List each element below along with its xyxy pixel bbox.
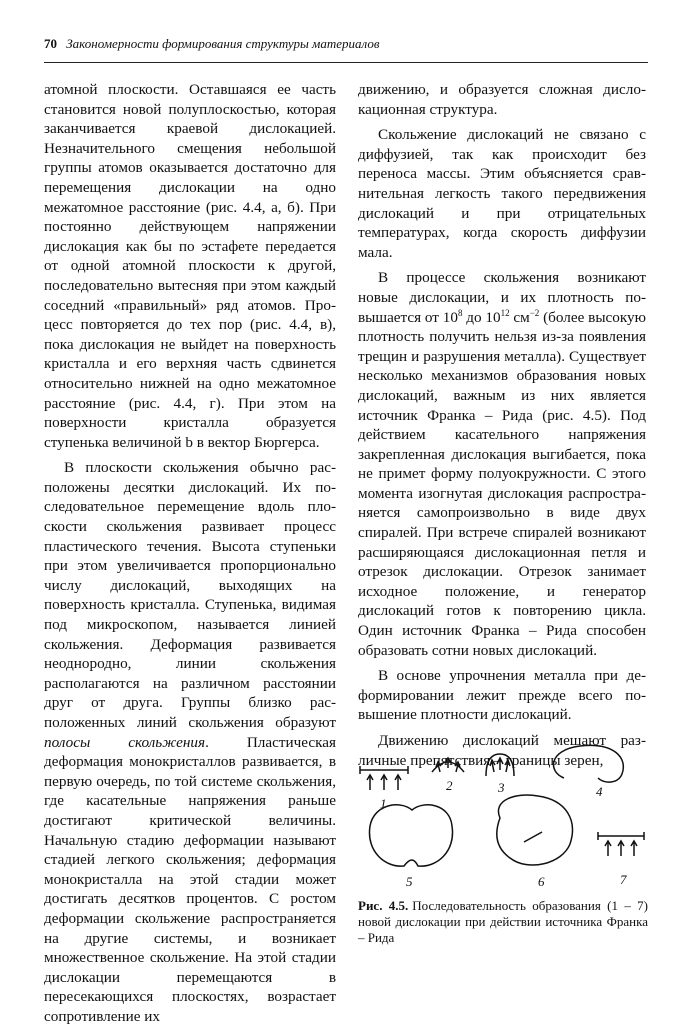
paragraph: атомной плоскости. Оставшаяся ее часть становится новой полуплоскостью, которая заканчивается краевой дислокацией. Незначительного смещения небольшой группы атомов оказывается достаточно для перемещения дислокации на одно межатомное расстояние (рис. 4.4, а, б). При постоянно действующем напряжении дислокация как бы по эстафете передается от одной атомной плоскости к другой, последовательно вытесняя при этом каждый соседний «правильный» ряд атомов. Процесс повторяется до тех пор (рис. 4.4, в), пока дислокация не выйдет на поверхность кристалла и его верхняя часть сдвинется относительно нижней на одно межатомное расстояние (рис. 4.4, г). При этом на поверхности кристалла образуется ступенька величиной b в вектор Бюргерса. bbox=[44, 81, 336, 451]
paragraph: движению, и образуется сложная дислокационная структура. bbox=[358, 81, 646, 118]
figure-label: 2 bbox=[446, 778, 453, 793]
stage-3-diagram bbox=[486, 754, 514, 776]
paragraph: Движению дислокаций мешают различные препятствия – границы зерен, bbox=[358, 732, 646, 769]
exponent: −2 bbox=[529, 307, 540, 318]
figure-label: 7 bbox=[620, 872, 627, 887]
running-title: Закономерности формирования структуры материалов bbox=[66, 36, 380, 51]
caption-text: Последовательность образования (1 – 7) новой дислокации при действии источника Франка – Рида bbox=[358, 898, 649, 945]
exponent: 8 bbox=[457, 307, 463, 318]
stage-1-diagram bbox=[360, 766, 408, 790]
italic-term: полосы скольжения bbox=[44, 733, 206, 751]
figure-label: 4 bbox=[596, 784, 603, 799]
text-run: . Пластическая деформация монокристаллов развивается, в первую очередь, по той системе скольжения, где касательные напряжения раньше достигают критической величины. Начальную стадию деформации называют стадией легкого скольжения; деформация монокристалла на этой стадии может достигать десятков процентов. С ростом деформации скольжение распространяется на другие системы, и возникает множественное скольжение. На этой стадии дислокации перемещаются в пересекающихся плоскостях, возрастает сопротивление их bbox=[44, 733, 337, 1025]
stage-6-diagram bbox=[497, 795, 573, 865]
figure-label: 1 bbox=[380, 796, 387, 811]
text-run: см bbox=[509, 308, 530, 326]
paragraph: В основе упрочнения металла при деформировании лежит прежде всего повышение плотности дислокаций. bbox=[358, 667, 646, 724]
text-run: В плоскости скольжения обычно расположены десятки дислокаций. Их последовательное перемещение вдоль плоскости скольжения развивает процесс пластического течения. Высота ступеньки при этом увеличивается пропорционально числу дислокаций, выходящих на поверхность кристалла. Ступенька, видимая под микроскопом, называется линией скольжения. Деформация развивается неоднородно, линии скольжения располагаются на различном расстоянии друг от друга. Группы близко расположенных линий скольжения образуют bbox=[44, 459, 336, 731]
page-number: 70 bbox=[44, 36, 57, 51]
exponent: 12 bbox=[500, 307, 510, 318]
left-column bbox=[44, 80, 336, 1027]
stage-5-diagram bbox=[369, 805, 452, 866]
running-header bbox=[44, 36, 648, 52]
text-run: (более высокую плотность получить нельзя из-за появления трещин и разрушения металла). Существует несколько механизмов образования новых дислокаций, важным из них является источник Франка – Рида (рис. 4.5). Под действием касательного напряжения закрепленная дислокация выгибается, пока не примет форму полуокружности. С этого момента изогнутая дислокация распространяется самопроизвольно в виде двух спиралей. При встрече спиралей возникают расширяющаяся дислокационная петля и отрезок дислокации. Отрезок занимает исходное положение, и генератор дислокаций готов к повторению цикла. Один источник Франка – Рида способен образовать сотни новых дислокаций. bbox=[358, 308, 646, 659]
paragraph bbox=[44, 458, 336, 1026]
stage-7-diagram bbox=[598, 832, 644, 856]
caption-label: Рис. 4.5. bbox=[358, 898, 409, 913]
figure-label: 3 bbox=[498, 780, 505, 795]
frank-read-source-figure bbox=[352, 738, 652, 888]
figure-caption bbox=[358, 898, 648, 946]
figure-label: 6 bbox=[538, 874, 545, 888]
right-column bbox=[358, 80, 646, 770]
text-run: В процессе скольжения возникают новые дислокации, и их плотность повышается от 10 bbox=[358, 269, 646, 326]
stage-4-diagram bbox=[553, 745, 623, 782]
figure-label: 5 bbox=[406, 874, 413, 888]
stage-2-diagram bbox=[432, 758, 464, 772]
paragraph: Скольжение дислокаций не связано с диффузией, так как происходит без переноса массы. Этим объясняется сравнительная легкость такого передвижения дислокаций и при отрицательных температурах, когда скорость диффузии мала. bbox=[358, 126, 646, 261]
paragraph bbox=[358, 268, 646, 660]
text-run: до 10 bbox=[462, 308, 501, 326]
header-rule bbox=[44, 62, 648, 63]
